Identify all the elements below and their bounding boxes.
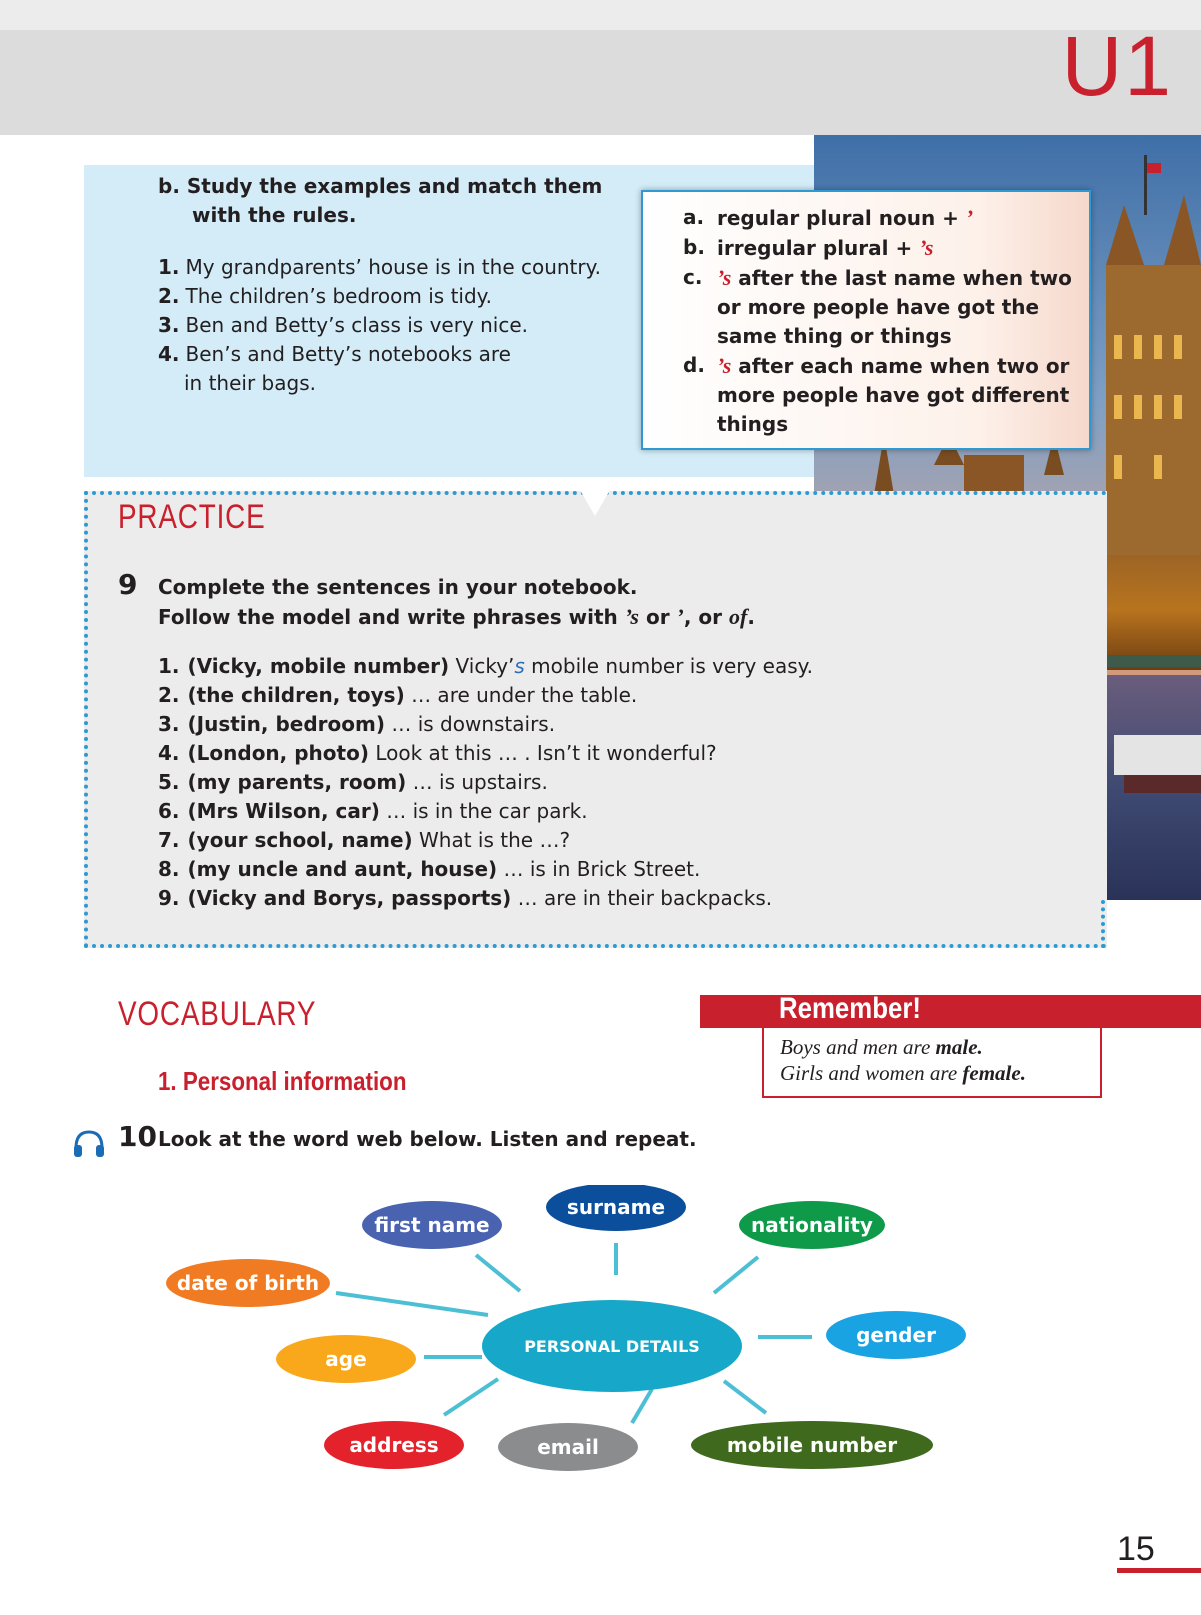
item-number: 7. [158,828,180,852]
web-center-node-label: PERSONAL DETAILS [524,1336,700,1356]
item-text: Ben and Betty’s class is very nice. [185,313,529,337]
item-cue: (Mrs Wilson, car) [187,799,380,823]
list-item [158,768,818,797]
exercise-number: 10 [118,1120,157,1153]
list-item [158,797,818,826]
item-number: 9. [158,886,180,910]
item-cue: (my uncle and aunt, house) [187,857,498,881]
item-text-continued: in their bags. [184,371,316,395]
vocabulary-title: VOCABULARY [118,995,317,1033]
web-node-age-label: age [325,1347,367,1372]
web-node-nationality-label: nationality [751,1213,873,1238]
heading-line1: Study the examples and match them [186,174,603,198]
item-cue: (Justin, bedroom) [187,712,385,736]
list-item [158,884,818,913]
rule-letter: a. [683,205,705,229]
unit-label: U1 [1061,19,1173,113]
item-cue: (London, photo) [187,741,369,765]
rule-letter: c. [683,265,703,289]
item-text: What is the …? [412,828,571,852]
model-s: s [514,654,525,678]
item-text: … is in the car park. [379,799,588,823]
list-item [158,253,618,282]
exercise-number: 9 [118,568,138,601]
web-node-surname-label: surname [566,1195,666,1220]
web-node-mobile-number-label: mobile number [726,1433,898,1458]
page-header [0,30,1201,135]
item-text: My grandparents’ house is in the country. [185,255,601,279]
item-text: The children’s bedroom is tidy. [185,284,493,308]
web-node-mobile-number [691,1421,933,1469]
rule-text: irregular plural + [717,236,920,260]
rule-letter: b. [683,235,705,259]
study-heading [158,172,628,230]
web-connector [632,1389,652,1423]
item-number: 4. [158,342,180,366]
list-item [158,282,618,311]
item-number: 5. [158,770,180,794]
instruction-text: . [747,605,755,629]
remember-line2 [780,1061,1026,1086]
instruction-line2 [158,602,798,632]
practice-title: PRACTICE [118,498,266,536]
examples-list [158,253,618,398]
exercise-instruction: Look at the word web below. Listen and repeat. [158,1127,697,1151]
web-node-gender [826,1311,966,1359]
list-item [158,311,618,340]
list-item [158,340,618,398]
item-cue: (Vicky, mobile number) [187,654,450,678]
web-node-nationality [739,1201,885,1249]
of-word: of [729,604,748,629]
item-number: 4. [158,741,180,765]
list-item [158,710,818,739]
list-item [158,826,818,855]
list-item [158,739,818,768]
item-number: 1. [158,654,180,678]
notch-arrow [573,478,617,516]
item-cue: (Vicky and Borys, passports) [187,886,512,910]
item-text: mobile number is very easy. [524,654,814,678]
rule-item [683,233,1083,263]
exercise-instruction [158,573,798,632]
web-nodes [166,1185,966,1471]
web-connector [336,1293,488,1315]
item-number: 6. [158,799,180,823]
instruction-text: , or [683,605,729,629]
item-number: 2. [158,284,180,308]
web-node-first-name-label: first name [374,1213,490,1238]
item-text: … is upstairs. [406,770,548,794]
apostrophe-mark: ’ [676,604,684,629]
remember-banner [700,995,1201,1028]
item-text: Look at this … . Isn’t it wonderful? [368,741,717,765]
instruction-text: or [639,605,677,629]
item-cue: (the children, toys) [187,683,405,707]
web-node-surname [546,1185,686,1231]
apostrophe-s-mark: ’s [717,265,732,290]
remember-text: Boys and men are [780,1035,936,1059]
instruction-line1: Complete the sentences in your notebook. [158,575,638,599]
rule-item [683,203,1083,233]
web-connector [444,1379,498,1415]
item-number: 1. [158,255,180,279]
web-node-address [324,1421,464,1469]
rule-text: regular plural noun + [717,206,966,230]
item-number: 3. [158,712,180,736]
page-number-rule [1117,1568,1201,1573]
apostrophe-mark: ’ [965,205,974,230]
page-number: 15 [1117,1530,1155,1568]
web-connector [724,1381,766,1413]
item-cue: (your school, name) [187,828,413,852]
item-number: 3. [158,313,180,337]
apostrophe-s-mark: ’s [717,353,732,378]
top-strip [0,0,1201,30]
practice-box-edge [1101,900,1105,948]
remember-text: Girls and women are [780,1061,963,1085]
word-web [0,1185,1201,1495]
web-node-date-of-birth [166,1259,330,1307]
web-node-first-name [362,1201,502,1249]
remember-title: Remember! [779,992,921,1025]
web-connector [714,1257,758,1293]
remember-keyword: male. [935,1035,983,1059]
heading-line2: with the rules. [192,203,357,227]
rule-letter: d. [683,353,705,377]
list-item [158,652,818,681]
rule-item [683,351,1083,439]
web-node-gender-label: gender [856,1323,936,1348]
apostrophe-s-mark: ’s [919,235,934,260]
web-node-date-of-birth-label: date of birth [176,1271,320,1296]
web-node-address-label: address [349,1433,439,1458]
rule-text: after the last name when two or more people have got the same thing or things [717,266,1072,348]
item-text: … are under the table. [404,683,638,707]
item-text: … is downstairs. [384,712,556,736]
headphones-icon[interactable] [72,1128,106,1158]
instruction-text: Follow the model and write phrases with [158,605,625,629]
item-cue: (my parents, room) [187,770,407,794]
web-connector [476,1255,520,1291]
remember-line1 [780,1035,983,1060]
list-item [158,855,818,884]
heading-letter: b. [158,174,180,198]
item-number: 8. [158,857,180,881]
web-center-node [482,1300,742,1392]
web-node-age [276,1335,416,1383]
apostrophe-s-mark: ’s [624,604,639,629]
item-text: Vicky’ [449,654,515,678]
item-text: … are in their backpacks. [511,886,773,910]
item-text: Ben’s and Betty’s notebooks are [185,342,511,366]
remember-keyword: female. [962,1061,1026,1085]
rule-text: after each name when two or more people have got different things [717,354,1070,436]
rules-list [683,203,1083,439]
sentence-list [158,652,818,913]
rule-item [683,263,1083,351]
item-number: 2. [158,683,180,707]
list-item [158,681,818,710]
web-node-email [498,1423,638,1471]
web-node-email-label: email [537,1435,599,1460]
item-text: … is in Brick Street. [497,857,701,881]
personal-info-heading: 1. Personal information [158,1066,407,1096]
